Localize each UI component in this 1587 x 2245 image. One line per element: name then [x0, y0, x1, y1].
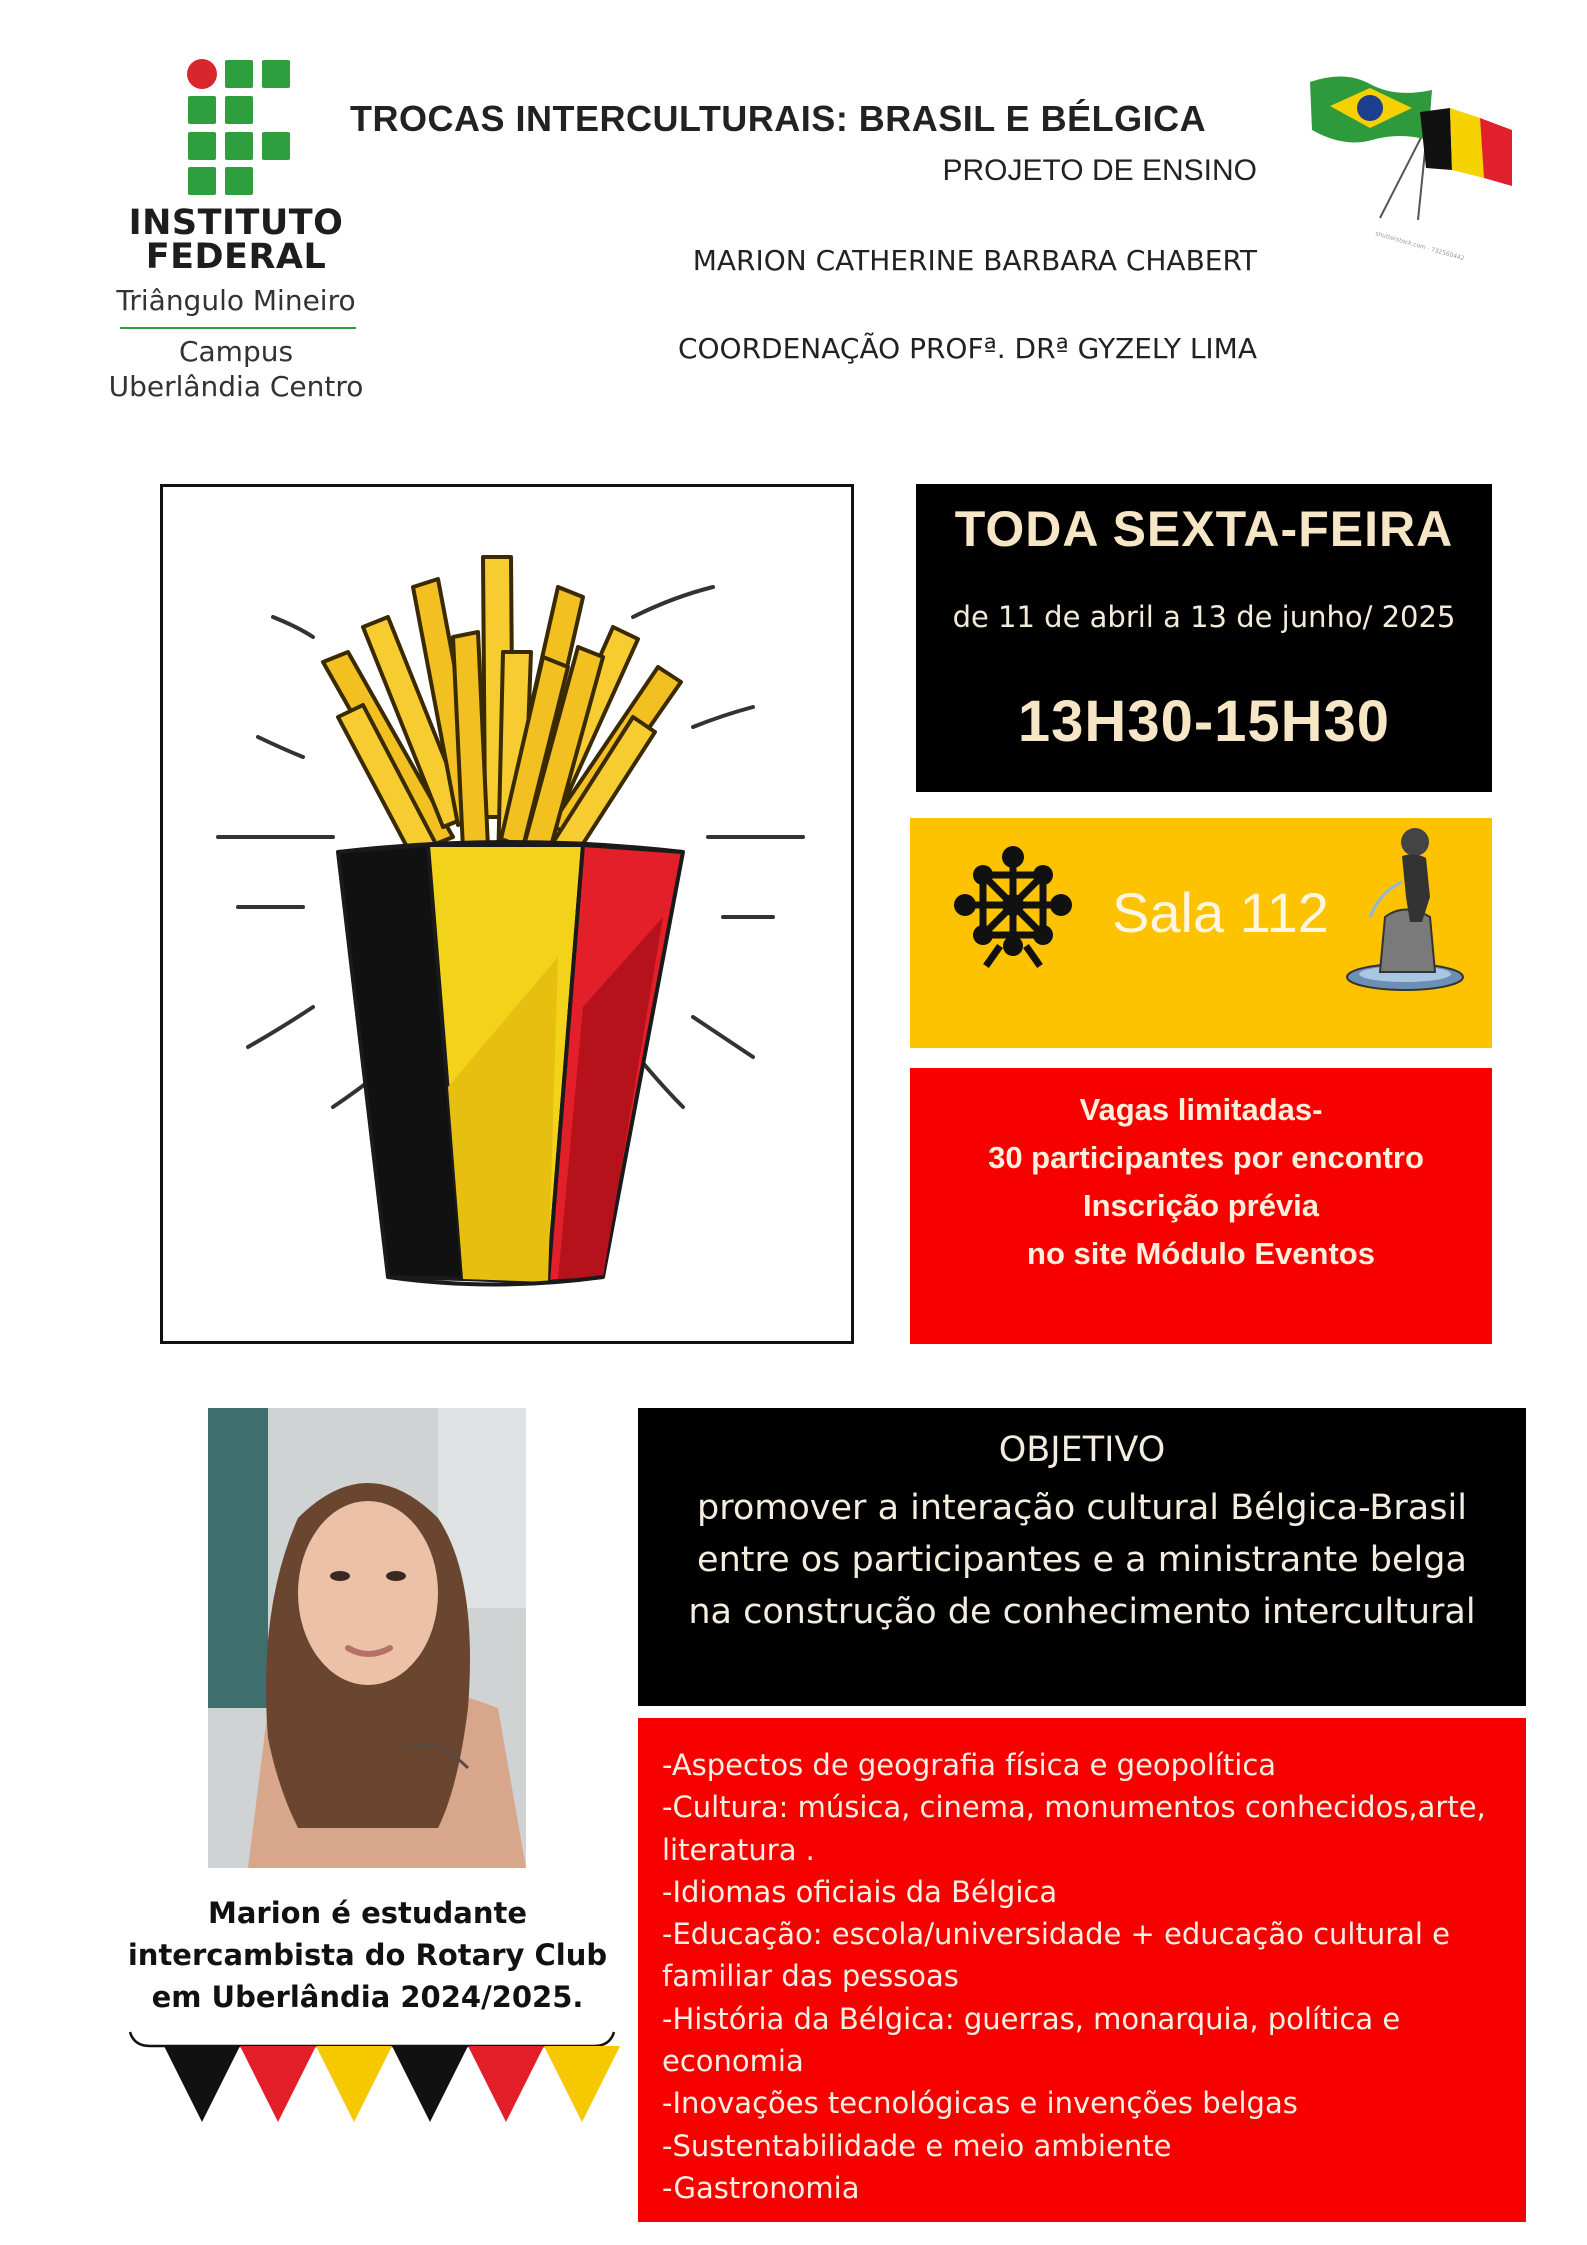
topic-item: -Sustentabilidade e meio ambiente	[662, 2128, 1172, 2163]
fries-illustration-frame	[160, 484, 854, 1344]
topic-item: -Educação: escola/universidade + educação cultural e familiar das pessoas	[662, 1917, 1451, 1994]
objective-heading: OBJETIVO	[998, 1430, 1166, 1470]
campus-line1: Campus	[178, 335, 294, 368]
registration-line: Vagas limitadas-	[1079, 1092, 1323, 1127]
atomium-icon	[950, 842, 1076, 968]
event-title: TROCAS INTERCULTURAIS: BRASIL E BÉLGICA	[350, 98, 1207, 139]
topic-item: -Idiomas oficiais da Bélgica	[662, 1874, 1058, 1909]
flags-credit-text: shutterstock.com · 732560442	[1374, 230, 1466, 263]
topic-item: -Cultura: música, cinema, monumentos conhecidos,arte, literatura .	[662, 1790, 1486, 1867]
coordination: COORDENAÇÃO PROFª. DRª GYZELY LIMA	[677, 332, 1257, 365]
manneken-pis-icon	[1340, 822, 1470, 992]
registration-line: no site Módulo Eventos	[1027, 1236, 1375, 1271]
presenter-caption	[110, 1892, 625, 2018]
registration-info	[910, 1086, 1492, 1278]
topic-item: -Aspectos de geografia física e geopolítica	[662, 1748, 1277, 1782]
room-label: Sala 112	[1112, 881, 1329, 944]
topic-item: -Gastronomia	[662, 2170, 860, 2205]
institution-campus	[90, 334, 382, 404]
schedule-dates: de 11 de abril a 13 de junho/ 2025	[952, 600, 1456, 634]
caption-line: Marion é estudante	[207, 1896, 528, 1930]
topic-item: -Inovações tecnológicas e invenções belgas	[662, 2086, 1298, 2121]
caption-line: em Uberlândia 2024/2025.	[151, 1980, 584, 2014]
schedule-title: TODA SEXTA-FEIRA	[954, 501, 1454, 557]
registration-line: Inscrição prévia	[1082, 1188, 1320, 1223]
registration-line: 30 participantes por encontro	[988, 1140, 1424, 1175]
topics-list	[662, 1744, 1512, 2209]
institution-name-line2: FEDERAL	[145, 237, 327, 277]
belgian-fries-icon	[163, 487, 851, 1341]
caption-line: intercambista do Rotary Club	[127, 1938, 608, 1972]
institution-divider	[120, 327, 356, 329]
brazil-belgium-flags-icon	[1300, 60, 1560, 280]
institution-region: Triângulo Mineiro	[116, 284, 356, 317]
campus-line2: Uberlândia Centro	[108, 370, 364, 403]
topic-item: -História da Bélgica: guerras, monarquia, política e economia	[662, 2001, 1401, 2079]
presenter-name: MARION CATHERINE BARBARA CHABERT	[692, 244, 1257, 277]
institution-name-line1: INSTITUTO	[128, 203, 344, 243]
if-logo-icon	[188, 60, 290, 195]
presenter-photo	[208, 1408, 526, 1868]
logo-red-dot	[187, 59, 217, 89]
project-type: PROJETO DE ENSINO	[942, 154, 1257, 187]
institution-name	[100, 203, 372, 277]
objective-text: promover a interação cultural Bélgica-Brasil entre os participantes e a ministrante belga na construção de conhecimento intercultural	[688, 1488, 1476, 1632]
schedule-time: 13H30-15H30	[1017, 689, 1391, 754]
bunting-icon	[124, 2024, 620, 2124]
